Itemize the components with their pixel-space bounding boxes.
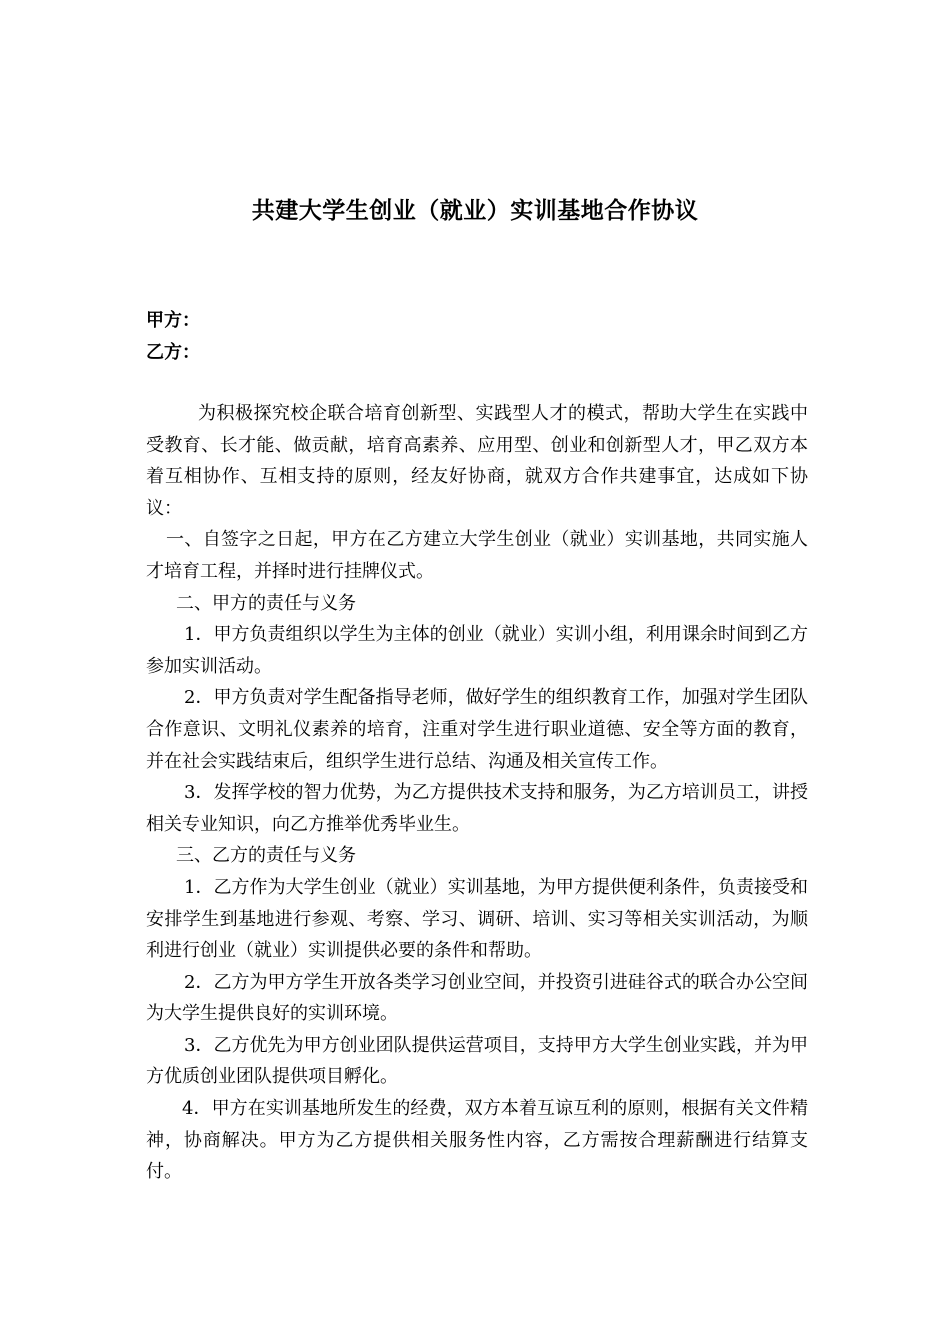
- party-b-item-2: 2．乙方为甲方学生开放各类学习创业空间，并投资引进硅谷式的联合办公空间为大学生提供良好的实训环境。: [146, 971, 808, 1025]
- document-title: 共建大学生创业（就业）实训基地合作协议: [251, 198, 699, 224]
- agreement-body: [146, 398, 808, 1188]
- party-a-item-2: 2．甲方负责对学生配备指导老师，做好学生的组织教育工作，加强对学生团队合作意识、文明礼仪素养的培育，注重对学生进行职业道德、安全等方面的教育，并在社会实践结束后，组织学生进行总结、沟通及相关宣传工作。: [146, 687, 808, 772]
- party-a-item-1: 1．甲方负责组织以学生为主体的创业（就业）实训小组，利用课余时间到乙方参加实训活动。: [146, 624, 808, 677]
- intro-paragraph: 为积极探究校企联合培育创新型、实践型人才的模式，帮助大学生在实践中受教育、长才能、做贡献，培育高素养、应用型、创业和创新型人才，甲乙双方本着互相协作、互相支持的原则，经友好协商，就双方合作共建事宜，达成如下协议：: [146, 403, 808, 519]
- party-a-label: 甲方：: [146, 310, 200, 331]
- party-b-item-1: 1．乙方作为大学生创业（就业）实训基地，为甲方提供便利条件，负责接受和安排学生到基地进行参观、考察、学习、调研、培训、实习等相关实训活动，为顺利进行创业（就业）实训提供必要的条件和帮助。: [146, 876, 808, 962]
- party-b-item-4: 4．甲方在实训基地所发生的经费，双方本着互谅互利的原则，根据有关文件精神，协商解决。甲方为乙方提供相关服务性内容，乙方需按合理薪酬进行结算支付。: [146, 1098, 808, 1183]
- section-heading-party-b-duties: 三、乙方的责任与义务: [176, 845, 356, 867]
- party-b-label: 乙方：: [146, 342, 200, 363]
- party-b-item-3: 3．乙方优先为甲方创业团队提供运营项目，支持甲方大学生创业实践，并为甲方优质创业团队提供项目孵化。: [146, 1034, 808, 1088]
- party-a-item-3: 3．发挥学校的智力优势，为乙方提供技术支持和服务，为乙方培训员工，讲授相关专业知识，向乙方推举优秀毕业生。: [146, 782, 808, 835]
- clause-1-paragraph: 一、自签字之日起，甲方在乙方建立大学生创业（就业）实训基地，共同实施人才培育工程，并择时进行挂牌仪式。: [146, 529, 808, 582]
- section-heading-party-a-duties: 二、甲方的责任与义务: [176, 592, 356, 614]
